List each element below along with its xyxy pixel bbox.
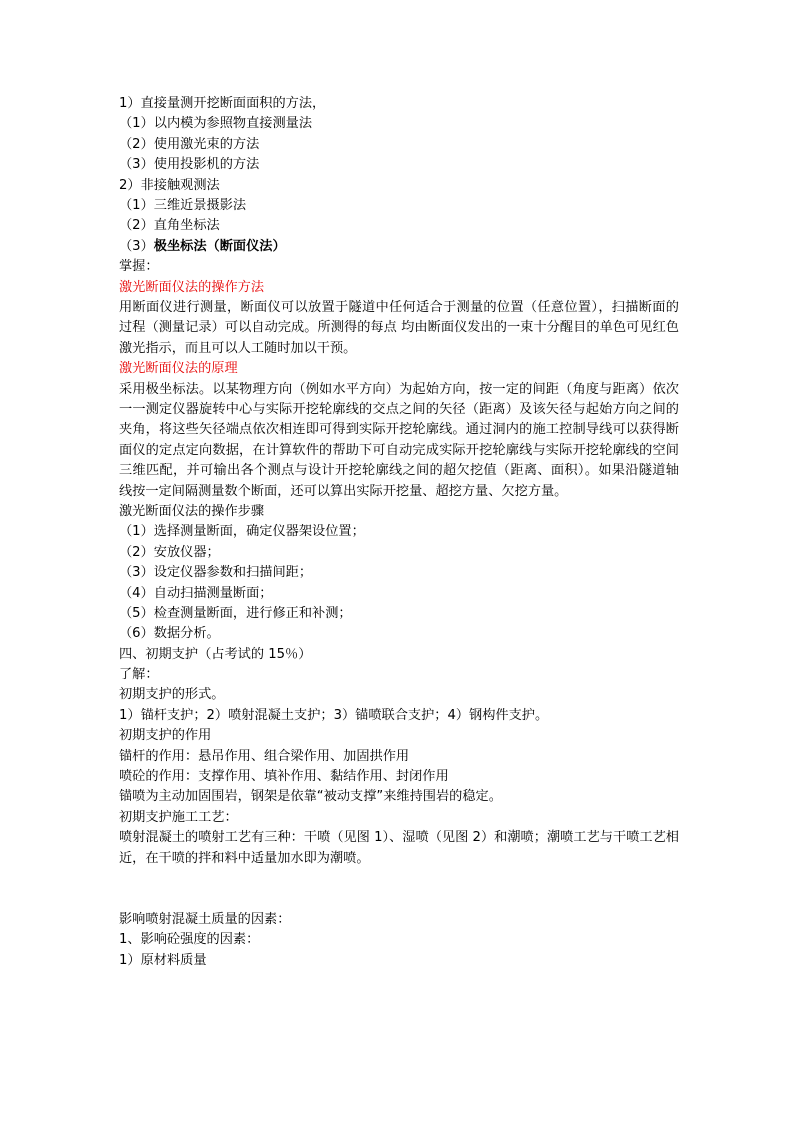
text-line: （2）使用激光束的方法 [119,136,260,152]
text-line: 1）直接量测开挖断面面积的方法， [119,96,326,111]
text-line: 掌握： [119,259,159,275]
list-item: （5）检查测量断面，进行修正和补测； [119,605,352,621]
text-line: 初期支护的作用 [119,728,212,744]
text-line: 1）锚杆支护；2）喷射混凝土支护；3）锚喷联合支护；4）钢构件支护。 [119,707,549,723]
document-body [119,94,679,971]
blank-line [119,889,679,909]
text-line: （1）三维近景摄影法 [119,197,247,213]
section-heading: 四、初期支护（占考试的 15％） [119,646,312,662]
section-heading: 激光断面仪法的操作步骤 [119,503,265,519]
text-line: 1）原材料质量 [119,952,207,968]
text-line: 2）非接触观测法 [119,177,220,193]
section-heading: 激光断面仪法的原理 [119,361,238,377]
text-line: 初期支护施工工艺： [119,809,238,825]
text-line: （1）以内模为参照物直接测量法 [119,116,313,132]
list-item: （1）选择测量断面，确定仪器架设位置； [119,524,365,540]
paragraph: 用断面仪进行测量，断面仪可以放置于隧道中任何适合于测量的位置（任意位置），扫描断面的过程（测量记录）可以自动完成。所测得的每点 均由断面仪发出的一束十分醒目的单色可见红色激光指示，而且可以人工随时加以干预。 [119,299,679,356]
list-item: （2）安放仪器； [119,544,220,560]
text-line: 锚喷为主动加固围岩，钢架是依靠“被动支撑”来维持围岩的稳定。 [119,789,502,805]
paragraph: 采用极坐标法。以某物理方向（例如水平方向）为起始方向，按一定的间距（角度与距离）依次一一测定仪器旋转中心与实际开挖轮廓线的交点之间的矢径（距离）及该矢径与起始方向之间的夹角，将这些矢径端点依次相连即可得到实际开挖轮廓线。通过洞内的施工控制导线可以获得断面仪的定点定向数据，在计算软件的帮助下可自动完成实际开挖轮廓线与实际开挖轮廓线的空间三维匹配，并可输出各个测点与设计开挖轮廓线之间的超欠挖值（距离、面积）。如果沿隧道轴线按一定间隔测量数个断面，还可以算出实际开挖量、超挖方量、欠挖方量。 [119,381,679,499]
text-line: 喷砼的作用：支撑作用、填补作用、黏结作用、封闭作用 [119,769,449,785]
list-item: （3）设定仪器参数和扫描间距； [119,565,313,581]
text-line: 了解： [119,667,159,683]
text-line: 锚杆的作用：悬吊作用、组合梁作用、加固拱作用 [119,748,410,764]
paragraph: 喷射混凝土的喷射工艺有三种：干喷（见图 1）、湿喷（见图 2）和潮喷；潮喷工艺与干喷工艺相近，在干喷的拌和料中适量加水即为潮喷。 [119,830,679,866]
list-number: （3） [119,238,154,254]
text-line: （3）使用投影机的方法 [119,157,260,173]
list-item: （6）数据分析。 [119,626,220,642]
text-line: 初期支护的形式。 [119,687,225,703]
text-line: 1、影响砼强度的因素： [119,932,260,948]
bold-text: 极坐标法（断面仪法） [153,238,286,254]
text-line [119,237,679,257]
text-line: （2）直角坐标法 [119,218,220,234]
list-item: （4）自动扫描测量断面； [119,585,273,601]
section-heading: 激光断面仪法的操作方法 [119,279,265,295]
text-line: 影响喷射混凝土质量的因素： [119,911,291,927]
blank-line [119,869,679,889]
